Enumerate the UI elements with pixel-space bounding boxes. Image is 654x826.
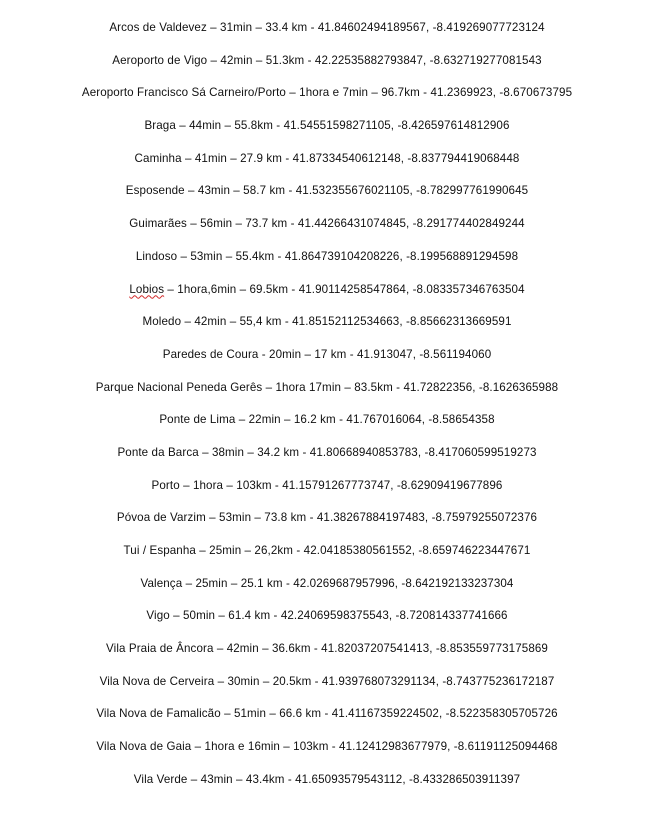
list-item bbox=[0, 247, 654, 280]
list-item-line bbox=[136, 247, 518, 267]
travel-details: – 25min – 26,2km - 42.04185380561552, -8.659746223447671 bbox=[195, 544, 531, 557]
travel-details: – 53min – 73.8 km - 41.38267884197483, -8.75979255072376 bbox=[205, 511, 538, 525]
travel-details: – 51min – 66.6 km - 41.41167359224502, -8.522358305705726 bbox=[220, 707, 558, 721]
list-item-line bbox=[129, 214, 524, 234]
place-name: Vila Verde bbox=[133, 772, 188, 786]
travel-details: – 56min – 73.7 km - 41.44266431074845, -8.291774402849244 bbox=[186, 217, 525, 231]
travel-details: – 30min – 20.5km - 41.939768073291134, -8.743775236172187 bbox=[214, 674, 555, 688]
list-item-line bbox=[134, 770, 520, 790]
list-item bbox=[0, 312, 654, 345]
list-item-line bbox=[96, 737, 557, 757]
list-item bbox=[0, 280, 654, 313]
travel-details: – 1hora e 16min – 103km - 41.12412983677979, -8.61191125094468 bbox=[191, 740, 558, 754]
place-name: Vila Praia de Âncora bbox=[106, 642, 214, 656]
destination-list bbox=[0, 18, 654, 803]
travel-details: – 42min – 55,4 km - 41.85152112534663, -8.85662313669591 bbox=[181, 315, 512, 329]
travel-details: – 1hora,6min – 69.5km - 41.90114258547864, -8.083357346763504 bbox=[164, 282, 525, 296]
list-item bbox=[0, 508, 654, 541]
list-item-line bbox=[117, 508, 537, 528]
place-name-spellcheck-flagged: Lobios bbox=[129, 282, 165, 296]
list-item bbox=[0, 181, 654, 214]
list-item-line bbox=[135, 149, 520, 169]
list-item-line bbox=[96, 378, 558, 398]
travel-details: – 38min – 34.2 km - 41.80668940853783, -8.417060599519273 bbox=[198, 445, 537, 459]
list-item-line bbox=[143, 312, 512, 332]
list-item-line bbox=[96, 704, 557, 724]
list-item bbox=[0, 770, 654, 803]
list-item bbox=[0, 18, 654, 51]
travel-details: – 44min – 55.8km - 41.54551598271105, -8.426597614812906 bbox=[175, 119, 510, 133]
travel-details: – 31min – 33.4 km - 41.84602494189567, -8.419269077723124 bbox=[206, 21, 545, 34]
place-name: Parque Nacional Peneda Gerês bbox=[95, 380, 263, 394]
place-name: Esposende bbox=[125, 184, 185, 198]
list-item-line bbox=[106, 639, 548, 659]
travel-details: – 53min – 55.4km - 41.864739104208226, -8.199568891294598 bbox=[177, 249, 519, 263]
place-name: Moledo bbox=[142, 315, 182, 329]
list-item-line bbox=[109, 18, 544, 38]
travel-details: – 1hora 17min – 83.5km - 41.72822356, -8.1626365988 bbox=[262, 380, 559, 394]
travel-details: – 25min – 25.1 km - 42.0269687957996, -8.642192133237304 bbox=[182, 576, 514, 590]
place-name: Valença bbox=[140, 576, 183, 590]
list-item bbox=[0, 541, 654, 574]
travel-details: – 50min – 61.4 km - 42.24069598375543, -8.720814337741666 bbox=[169, 609, 508, 623]
list-item bbox=[0, 51, 654, 84]
travel-details: – 42min – 36.6km - 41.82037207541413, -8.853559773175869 bbox=[213, 642, 548, 656]
travel-details: – 1hora – 103km - 41.15791267773747, -8.62909419677896 bbox=[179, 478, 503, 492]
list-item-line bbox=[82, 83, 572, 103]
list-item-line bbox=[129, 280, 524, 300]
list-item-line bbox=[152, 476, 503, 496]
travel-details: – 22min – 16.2 km - 41.767016064, -8.58654358 bbox=[235, 413, 495, 427]
list-item bbox=[0, 606, 654, 639]
list-item bbox=[0, 672, 654, 705]
list-item-line bbox=[126, 181, 528, 201]
place-name: Braga bbox=[144, 119, 176, 133]
place-name: Aeroporto de Vigo bbox=[112, 53, 208, 67]
travel-details: – 1hora e 7min – 96.7km - 41.2369923, -8.670673795 bbox=[285, 86, 573, 100]
list-item bbox=[0, 476, 654, 509]
list-item bbox=[0, 149, 654, 182]
place-name: Póvoa de Varzim bbox=[116, 511, 206, 525]
list-item bbox=[0, 639, 654, 672]
list-item bbox=[0, 574, 654, 607]
list-item-line bbox=[163, 345, 492, 365]
place-name: Vila Nova de Famalicão bbox=[96, 707, 221, 721]
place-name: Guimarães bbox=[129, 217, 187, 231]
place-name: Paredes de Coura bbox=[162, 347, 259, 361]
place-name: Vila Nova de Gaia bbox=[96, 740, 192, 754]
list-item bbox=[0, 704, 654, 737]
place-name: Lindoso bbox=[135, 249, 178, 263]
travel-details: – 41min – 27.9 km - 41.87334540612148, -8.837794419068448 bbox=[181, 151, 520, 165]
travel-details: – 43min – 58.7 km - 41.532355676021105, -8.782997761990645 bbox=[184, 184, 529, 198]
place-name: Arcos de Valdevez bbox=[109, 21, 207, 34]
place-name: Ponte da Barca bbox=[117, 445, 199, 459]
place-name: Caminha bbox=[134, 151, 182, 165]
travel-details: – 42min – 51.3km - 42.22535882793847, -8.632719277081543 bbox=[207, 53, 542, 67]
list-item-line bbox=[159, 410, 494, 430]
list-item-line bbox=[117, 443, 536, 463]
list-item bbox=[0, 737, 654, 770]
place-name: Vila Nova de Cerveira bbox=[99, 674, 215, 688]
place-name: Porto bbox=[151, 478, 180, 492]
place-name: Ponte de Lima bbox=[159, 413, 236, 427]
travel-details: – 43min – 43.4km - 41.65093579543112, -8.433286503911397 bbox=[187, 772, 521, 786]
list-item bbox=[0, 214, 654, 247]
place-name: Tui / Espanha bbox=[123, 544, 196, 557]
list-item-line bbox=[144, 116, 509, 136]
list-item-line bbox=[146, 606, 507, 626]
list-item-line bbox=[124, 541, 531, 561]
list-item bbox=[0, 116, 654, 149]
list-item bbox=[0, 345, 654, 378]
list-item-line bbox=[112, 51, 541, 71]
place-name: Vigo bbox=[146, 609, 170, 623]
list-item-line bbox=[100, 672, 555, 692]
list-item bbox=[0, 83, 654, 116]
list-item bbox=[0, 443, 654, 476]
travel-details: - 20min – 17 km - 41.913047, -8.561194060 bbox=[258, 347, 492, 361]
list-item bbox=[0, 410, 654, 443]
list-item-line bbox=[141, 574, 514, 594]
place-name: Aeroporto Francisco Sá Carneiro/Porto bbox=[81, 86, 286, 100]
list-item bbox=[0, 378, 654, 411]
